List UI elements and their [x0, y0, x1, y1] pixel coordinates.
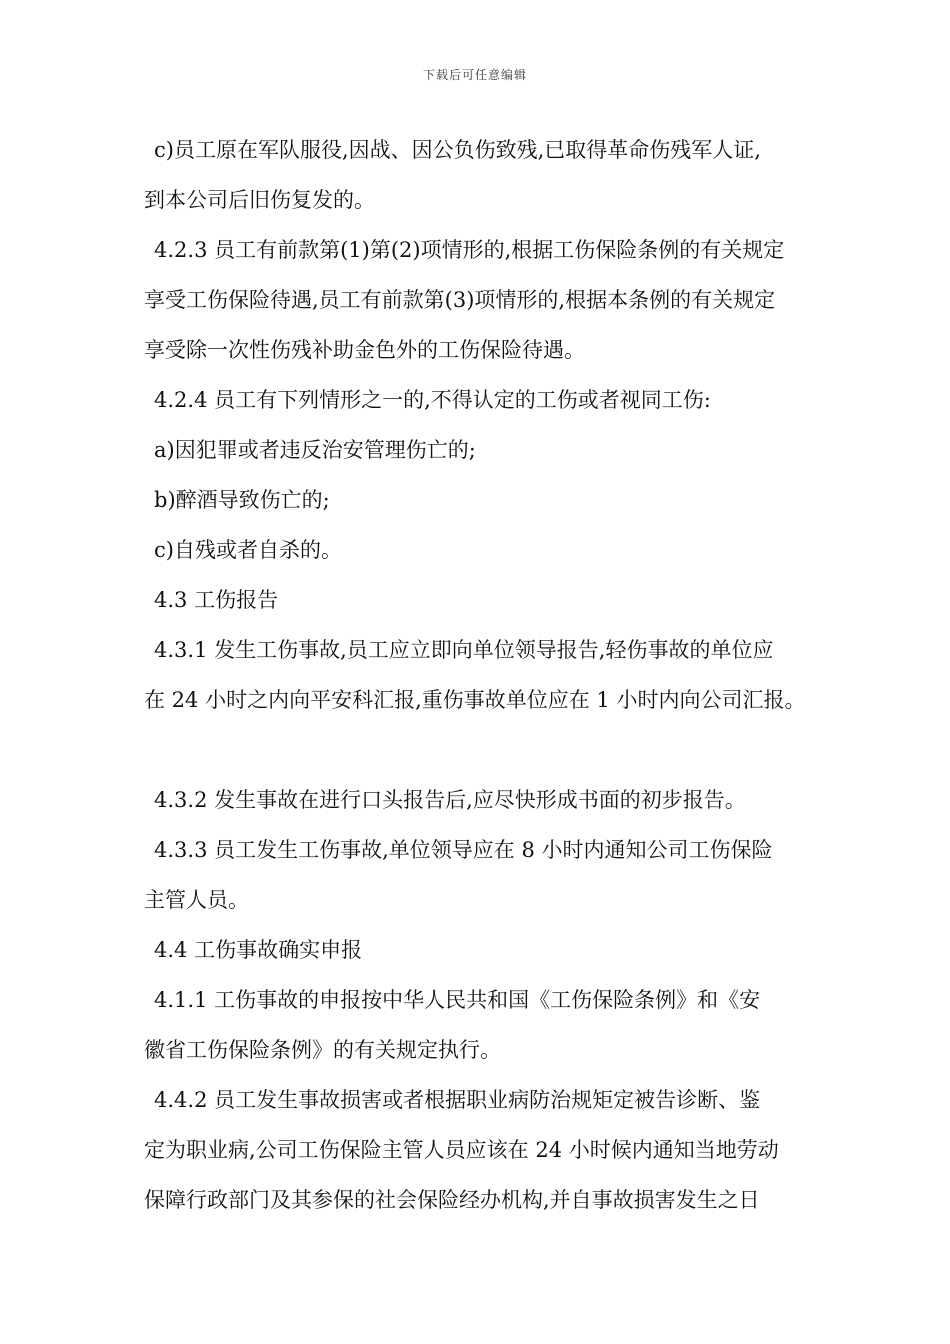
section-heading: 4.4 工伤事故确实申报 [154, 938, 363, 962]
text-line: 享受除一次性伤残补助金色外的工伤保险待遇。 [144, 338, 585, 362]
blank-line [144, 730, 824, 780]
text-line: b)醉酒导致伤亡的; [154, 488, 330, 512]
page-header-note: 下载后可任意编辑 [422, 68, 527, 82]
text-line: 在 24 小时之内向平安科汇报,重伤事故单位应在 1 小时内向公司汇报。 [144, 688, 806, 712]
text-line: 主管人员。 [144, 888, 249, 912]
text-line: 4.4.2 员工发生事故损害或者根据职业病防治规矩定被告诊断、鉴 [154, 1088, 761, 1112]
text-line: 保障行政部门及其参保的社会保险经办机构,并自事故损害发生之日 [144, 1188, 760, 1212]
text-line: 4.1.1 工伤事故的申报按中华人民共和国《工伤保险条例》和《安 [154, 988, 761, 1012]
text-line: 4.2.4 员工有下列情形之一的,不得认定的工伤或者视同工伤: [154, 388, 711, 412]
section-heading: 4.3 工伤报告 [154, 588, 279, 612]
text-line: 4.2.3 员工有前款第(1)第(2)项情形的,根据工伤保险条例的有关规定 [154, 238, 785, 262]
text-line: 享受工伤保险待遇,员工有前款第(3)项情形的,根据本条例的有关规定 [144, 288, 776, 312]
text-line: 到本公司后旧伤复发的。 [144, 188, 375, 212]
text-line: c)员工原在军队服役,因战、因公负伤致残,已取得革命伤残军人证, [154, 138, 761, 162]
text-line: c)自残或者自杀的。 [154, 538, 342, 562]
text-line: 4.3.1 发生工伤事故,员工应立即向单位领导报告,轻伤事故的单位应 [154, 638, 774, 662]
text-line: a)因犯罪或者违反治安管理伤亡的; [154, 438, 476, 462]
text-line: 徽省工伤保险条例》的有关规定执行。 [144, 1038, 501, 1062]
document-body [144, 130, 824, 1230]
text-line: 4.3.2 发生事故在进行口头报告后,应尽快形成书面的初步报告。 [154, 788, 746, 812]
text-line: 定为职业病,公司工伤保险主管人员应该在 24 小时候内通知当地劳动 [144, 1138, 779, 1162]
text-line: 4.3.3 员工发生工伤事故,单位领导应在 8 小时内通知公司工伤保险 [154, 838, 773, 862]
